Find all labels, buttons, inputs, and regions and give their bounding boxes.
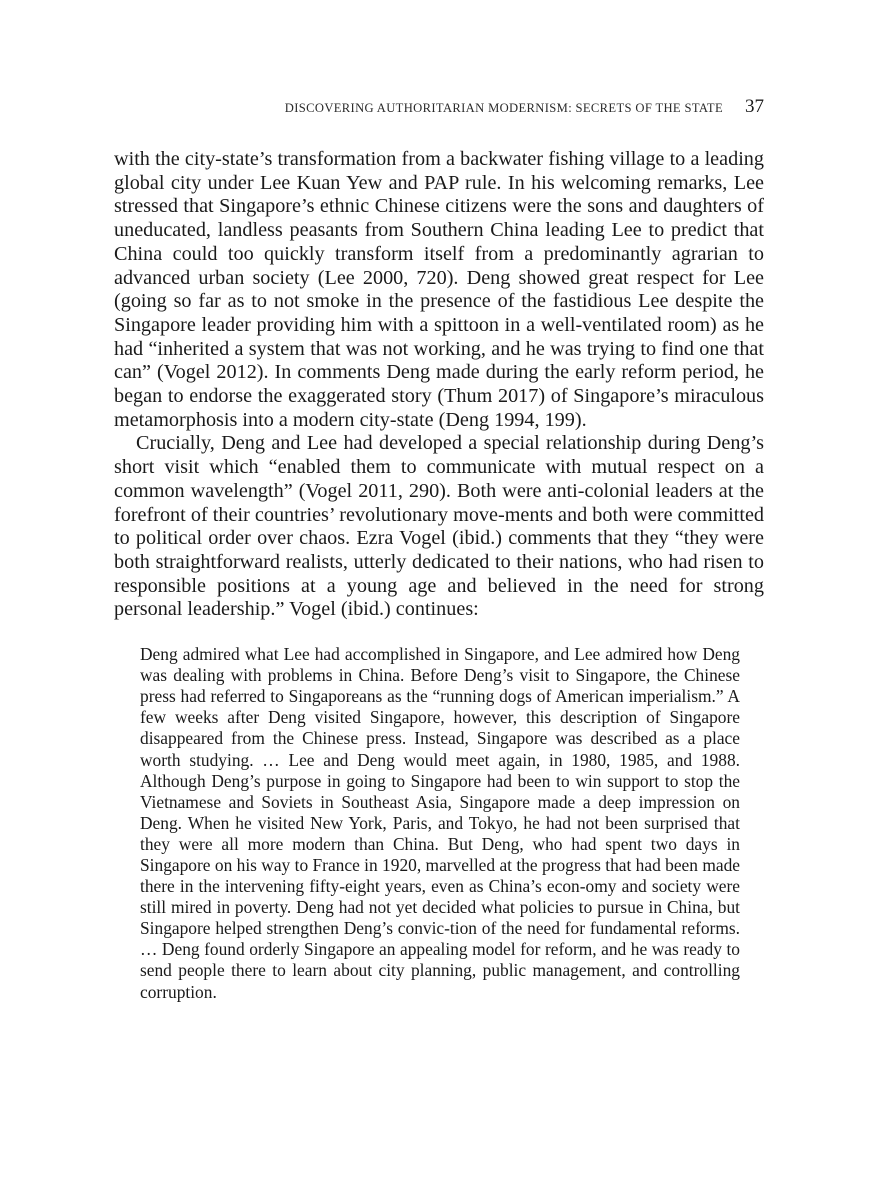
- running-header: [114, 96, 764, 126]
- page-number: 37: [745, 96, 764, 117]
- paragraph: with the city-state’s transformation from a backwater fishing village to a leading global city under Lee Kuan Yew and PAP rule. In his welcoming remarks, Lee stressed that Singapore’s ethnic Chinese citizens were the sons and daughters of uneducated, landless peasants from Southern China leading Lee to predict that China could too quickly transform itself from a predominantly agrarian to advanced urban society (Lee 2000, 720). Deng showed great respect for Lee (going so far as to not smoke in the presence of the fastidious Lee despite the Singapore leader providing him with a spittoon in a well-ventilated room) as he had “inherited a system that was not working, and he was trying to find one that can” (Vogel 2012). In comments Deng made during the early reform period, he began to endorse the exaggerated story (Thum 2017) of Singapore’s miraculous metamorphosis into a modern city-state (Deng 1994, 199).: [114, 148, 764, 431]
- running-title: DISCOVERING AUTHORITARIAN MODERNISM: SECRETS OF THE STATE: [284, 101, 723, 115]
- body-text: [114, 148, 764, 1003]
- paragraph: Crucially, Deng and Lee had developed a special relationship during Deng’s short visit which “enabled them to communicate with mutual respect on a common wavelength” (Vogel 2011, 290). Both were anti-colonial leaders at the forefront of their countries’ revolutionary move-ments and both were committed to political order over chaos. Ezra Vogel (ibid.) comments that they “they were both straightforward realists, utterly dedicated to their nations, who had risen to responsible positions at a young age and believed in the need for strong personal leadership.” Vogel (ibid.) continues:: [114, 432, 764, 621]
- book-page: [114, 96, 764, 1003]
- block-quote: Deng admired what Lee had accomplished in Singapore, and Lee admired how Deng was dealing with problems in China. Before Deng’s visit to Singapore, the Chinese press had referred to Singaporeans as the “running dogs of American imperialism.” A few weeks after Deng visited Singapore, however, this description of Singapore disappeared from the Chinese press. Instead, Singapore was described as a place worth studying. … Lee and Deng would meet again, in 1980, 1985, and 1988. Although Deng’s purpose in going to Singapore had been to win support to stop the Vietnamese and Soviets in Southeast Asia, Singapore made a deep impression on Deng. When he visited New York, Paris, and Tokyo, he had not been surprised that they were all more modern than China. But Deng, who had spent two days in Singapore on his way to France in 1920, marvelled at the progress that had been made there in the intervening fifty-eight years, even as China’s econ-omy and society were still mired in poverty. Deng had not yet decided what policies to pursue in China, but Singapore helped strengthen Deng’s convic-tion of the need for fundamental reforms. … Deng found orderly Singapore an appealing model for reform, and he was ready to send people there to learn about city planning, public management, and controlling corruption.: [140, 644, 740, 1002]
